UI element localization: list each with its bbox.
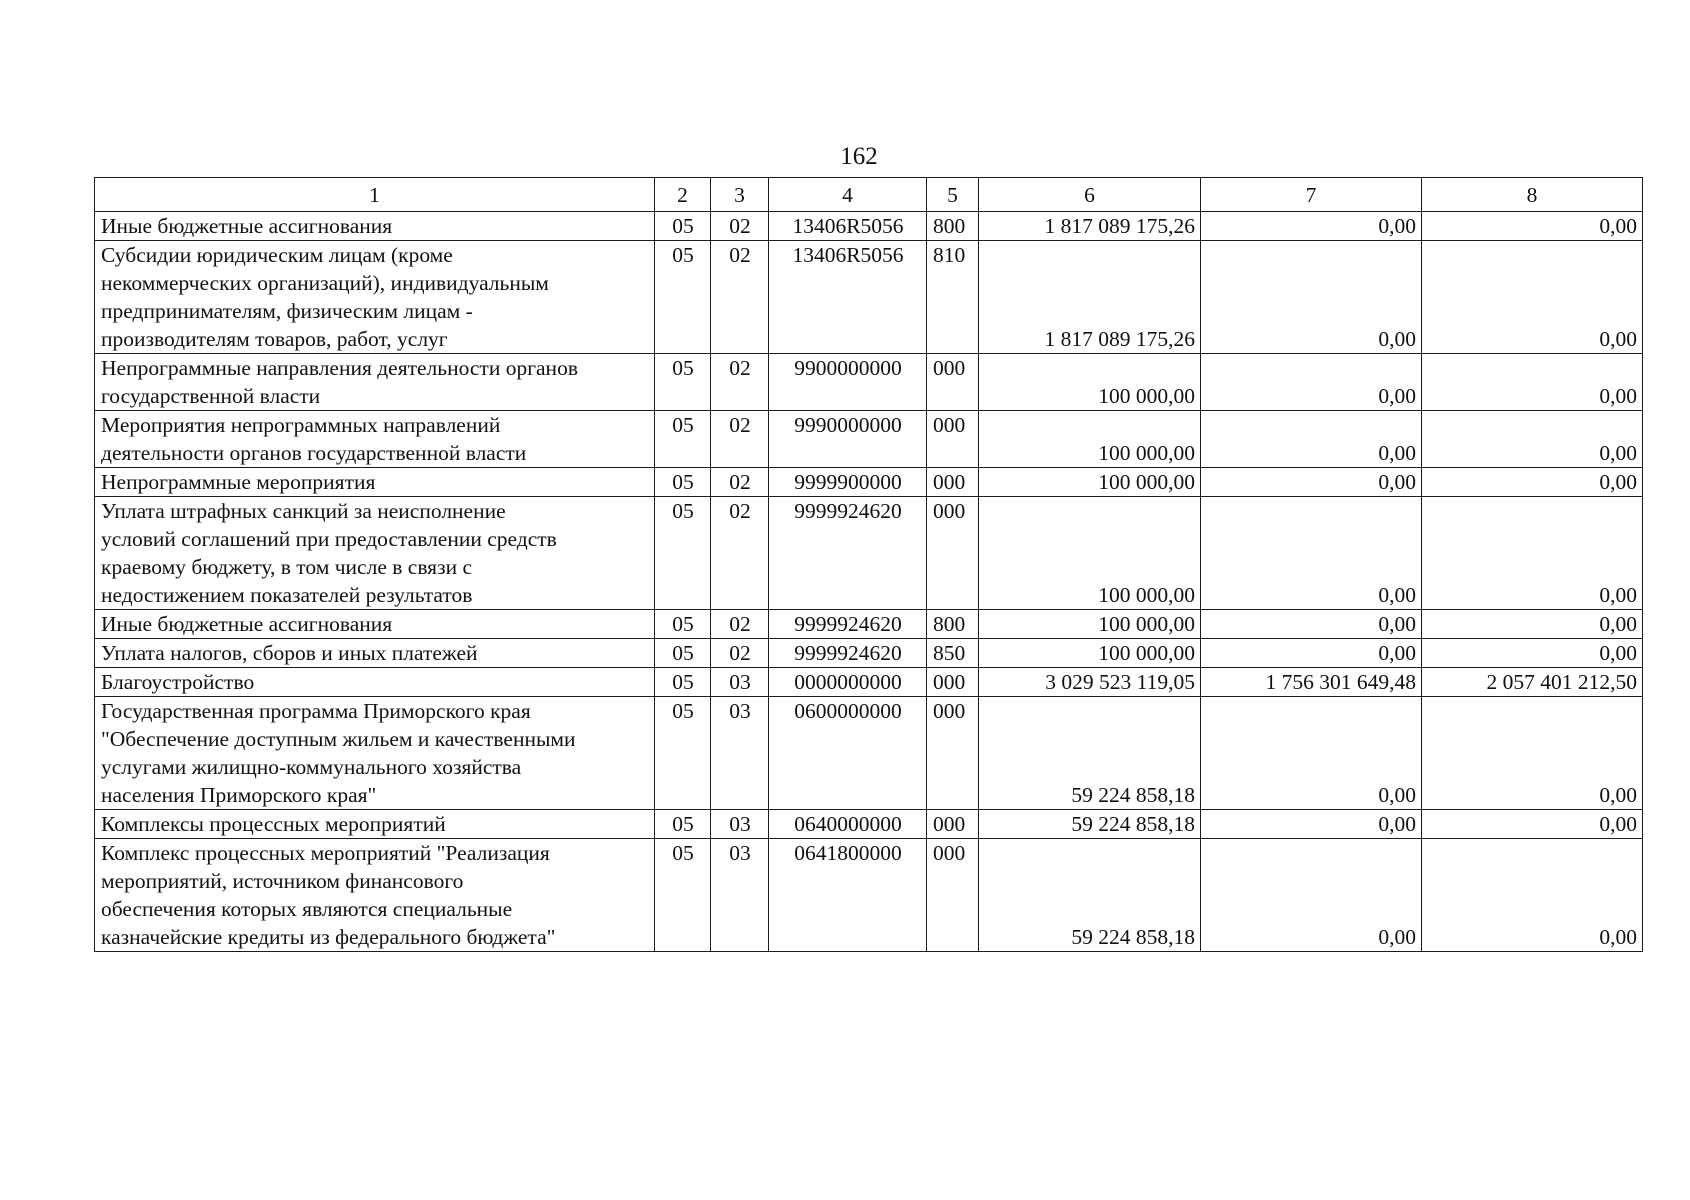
row-name-line: Мероприятия непрограммных направлений bbox=[101, 413, 501, 437]
column-header-1: 1 bbox=[95, 178, 655, 212]
row-name-line: производителям товаров, работ, услуг bbox=[101, 327, 448, 351]
target-article-cell: 9999924620 bbox=[769, 497, 927, 610]
row-name-line: услугами жилищно-коммунального хозяйства bbox=[101, 755, 522, 779]
table-row bbox=[95, 697, 1643, 810]
amount-col7-cell: 1 756 301 649,48 bbox=[1201, 668, 1422, 697]
table-row bbox=[95, 241, 1643, 354]
expense-type-cell: 000 bbox=[927, 810, 979, 839]
table-row bbox=[95, 354, 1643, 411]
table-row bbox=[95, 497, 1643, 610]
section-code-cell: 05 bbox=[655, 354, 711, 411]
row-name-line: предпринимателям, физическим лицам - bbox=[101, 299, 473, 323]
target-article-cell: 0640000000 bbox=[769, 810, 927, 839]
expense-type-cell: 000 bbox=[927, 468, 979, 497]
row-name-line: государственной власти bbox=[101, 384, 321, 408]
section-code-cell: 05 bbox=[655, 839, 711, 952]
section-code-cell: 05 bbox=[655, 411, 711, 468]
amount-col7-cell: 0,00 bbox=[1201, 610, 1422, 639]
amount-col8-cell: 0,00 bbox=[1422, 468, 1643, 497]
subsection-code-cell: 02 bbox=[711, 468, 769, 497]
row-name-line: Непрограммные мероприятия bbox=[101, 470, 376, 494]
amount-col8-cell: 0,00 bbox=[1422, 697, 1643, 810]
target-article-cell: 9990000000 bbox=[769, 411, 927, 468]
expense-type-cell: 800 bbox=[927, 610, 979, 639]
row-name-cell bbox=[95, 497, 655, 610]
amount-col8-cell: 2 057 401 212,50 bbox=[1422, 668, 1643, 697]
amount-col8-cell: 0,00 bbox=[1422, 354, 1643, 411]
expense-type-cell: 850 bbox=[927, 639, 979, 668]
section-code-cell: 05 bbox=[655, 610, 711, 639]
amount-col7-cell: 0,00 bbox=[1201, 497, 1422, 610]
amount-col6-cell: 1 817 089 175,26 bbox=[979, 212, 1201, 241]
row-name-line: некоммерческих организаций), индивидуальным bbox=[101, 271, 549, 295]
row-name-line: условий соглашений при предоставлении средств bbox=[101, 527, 557, 551]
section-code-cell: 05 bbox=[655, 468, 711, 497]
amount-col6-cell: 100 000,00 bbox=[979, 411, 1201, 468]
row-name-cell bbox=[95, 411, 655, 468]
column-header-7: 7 bbox=[1201, 178, 1422, 212]
subsection-code-cell: 03 bbox=[711, 810, 769, 839]
expense-type-cell: 000 bbox=[927, 697, 979, 810]
row-name-line: недостижением показателей результатов bbox=[101, 583, 473, 607]
column-header-5: 5 bbox=[927, 178, 979, 212]
budget-table bbox=[94, 177, 1643, 952]
target-article-cell: 0641800000 bbox=[769, 839, 927, 952]
section-code-cell: 05 bbox=[655, 241, 711, 354]
amount-col6-cell: 100 000,00 bbox=[979, 468, 1201, 497]
subsection-code-cell: 02 bbox=[711, 497, 769, 610]
target-article-cell: 13406R5056 bbox=[769, 241, 927, 354]
target-article-cell: 9900000000 bbox=[769, 354, 927, 411]
amount-col7-cell: 0,00 bbox=[1201, 810, 1422, 839]
target-article-cell: 0000000000 bbox=[769, 668, 927, 697]
amount-col8-cell: 0,00 bbox=[1422, 497, 1643, 610]
column-header-row bbox=[95, 178, 1643, 212]
column-header-8: 8 bbox=[1422, 178, 1643, 212]
amount-col6-cell: 59 224 858,18 bbox=[979, 697, 1201, 810]
subsection-code-cell: 02 bbox=[711, 411, 769, 468]
amount-col6-cell: 100 000,00 bbox=[979, 610, 1201, 639]
row-name-line: Комплексы процессных мероприятий bbox=[101, 812, 446, 836]
amount-col7-cell: 0,00 bbox=[1201, 639, 1422, 668]
amount-col7-cell: 0,00 bbox=[1201, 411, 1422, 468]
section-code-cell: 05 bbox=[655, 497, 711, 610]
row-name-line: Уплата штрафных санкций за неисполнение bbox=[101, 499, 506, 523]
amount-col8-cell: 0,00 bbox=[1422, 411, 1643, 468]
row-name-line: Благоустройство bbox=[101, 670, 255, 694]
section-code-cell: 05 bbox=[655, 697, 711, 810]
amount-col6-cell: 1 817 089 175,26 bbox=[979, 241, 1201, 354]
row-name-cell bbox=[95, 610, 655, 639]
amount-col6-cell: 3 029 523 119,05 bbox=[979, 668, 1201, 697]
expense-type-cell: 000 bbox=[927, 354, 979, 411]
table-row bbox=[95, 610, 1643, 639]
subsection-code-cell: 02 bbox=[711, 354, 769, 411]
row-name-cell bbox=[95, 839, 655, 952]
row-name-cell bbox=[95, 212, 655, 241]
amount-col6-cell: 59 224 858,18 bbox=[979, 839, 1201, 952]
table-row bbox=[95, 212, 1643, 241]
amount-col7-cell: 0,00 bbox=[1201, 212, 1422, 241]
row-name-cell bbox=[95, 810, 655, 839]
table-row bbox=[95, 468, 1643, 497]
section-code-cell: 05 bbox=[655, 668, 711, 697]
expense-type-cell: 800 bbox=[927, 212, 979, 241]
target-article-cell: 13406R5056 bbox=[769, 212, 927, 241]
row-name-line: Комплекс процессных мероприятий "Реализация bbox=[101, 841, 550, 865]
row-name-line: Иные бюджетные ассигнования bbox=[101, 214, 393, 238]
amount-col6-cell: 100 000,00 bbox=[979, 497, 1201, 610]
row-name-cell bbox=[95, 241, 655, 354]
row-name-line: деятельности органов государственной власти bbox=[101, 441, 527, 465]
target-article-cell: 9999900000 bbox=[769, 468, 927, 497]
subsection-code-cell: 03 bbox=[711, 839, 769, 952]
amount-col8-cell: 0,00 bbox=[1422, 212, 1643, 241]
column-header-6: 6 bbox=[979, 178, 1201, 212]
row-name-cell bbox=[95, 468, 655, 497]
page-number: 162 bbox=[840, 143, 878, 170]
target-article-cell: 9999924620 bbox=[769, 610, 927, 639]
row-name-line: Государственная программа Приморского края bbox=[101, 699, 531, 723]
amount-col7-cell: 0,00 bbox=[1201, 697, 1422, 810]
expense-type-cell: 000 bbox=[927, 839, 979, 952]
row-name-cell bbox=[95, 639, 655, 668]
table-row bbox=[95, 411, 1643, 468]
amount-col7-cell: 0,00 bbox=[1201, 468, 1422, 497]
column-header-4: 4 bbox=[769, 178, 927, 212]
amount-col7-cell: 0,00 bbox=[1201, 354, 1422, 411]
row-name-line: Непрограммные направления деятельности органов bbox=[101, 356, 578, 380]
table-row bbox=[95, 810, 1643, 839]
target-article-cell: 9999924620 bbox=[769, 639, 927, 668]
amount-col8-cell: 0,00 bbox=[1422, 810, 1643, 839]
amount-col6-cell: 100 000,00 bbox=[979, 354, 1201, 411]
amount-col8-cell: 0,00 bbox=[1422, 241, 1643, 354]
subsection-code-cell: 02 bbox=[711, 610, 769, 639]
section-code-cell: 05 bbox=[655, 639, 711, 668]
table-row bbox=[95, 668, 1643, 697]
row-name-line: обеспечения которых являются специальные bbox=[101, 897, 513, 921]
subsection-code-cell: 02 bbox=[711, 639, 769, 668]
column-header-3: 3 bbox=[711, 178, 769, 212]
row-name-line: населения Приморского края" bbox=[101, 783, 377, 807]
expense-type-cell: 000 bbox=[927, 411, 979, 468]
row-name-line: Субсидии юридическим лицам (кроме bbox=[101, 243, 453, 267]
section-code-cell: 05 bbox=[655, 810, 711, 839]
row-name-cell bbox=[95, 668, 655, 697]
column-header-2: 2 bbox=[655, 178, 711, 212]
table-row bbox=[95, 639, 1643, 668]
subsection-code-cell: 03 bbox=[711, 668, 769, 697]
table-row bbox=[95, 839, 1643, 952]
amount-col8-cell: 0,00 bbox=[1422, 839, 1643, 952]
amount-col6-cell: 100 000,00 bbox=[979, 639, 1201, 668]
amount-col6-cell: 59 224 858,18 bbox=[979, 810, 1201, 839]
row-name-line: Уплата налогов, сборов и иных платежей bbox=[101, 641, 478, 665]
row-name-line: "Обеспечение доступным жильем и качественными bbox=[101, 727, 576, 751]
amount-col7-cell: 0,00 bbox=[1201, 241, 1422, 354]
expense-type-cell: 000 bbox=[927, 668, 979, 697]
expense-type-cell: 000 bbox=[927, 497, 979, 610]
section-code-cell: 05 bbox=[655, 212, 711, 241]
expense-type-cell: 810 bbox=[927, 241, 979, 354]
target-article-cell: 0600000000 bbox=[769, 697, 927, 810]
amount-col7-cell: 0,00 bbox=[1201, 839, 1422, 952]
row-name-cell bbox=[95, 697, 655, 810]
subsection-code-cell: 02 bbox=[711, 241, 769, 354]
row-name-line: краевому бюджету, в том числе в связи с bbox=[101, 555, 472, 579]
row-name-line: Иные бюджетные ассигнования bbox=[101, 612, 393, 636]
amount-col8-cell: 0,00 bbox=[1422, 610, 1643, 639]
subsection-code-cell: 02 bbox=[711, 212, 769, 241]
amount-col8-cell: 0,00 bbox=[1422, 639, 1643, 668]
row-name-line: казначейские кредиты из федерального бюджета" bbox=[101, 925, 556, 949]
row-name-line: мероприятий, источником финансового bbox=[101, 869, 464, 893]
subsection-code-cell: 03 bbox=[711, 697, 769, 810]
row-name-cell bbox=[95, 354, 655, 411]
